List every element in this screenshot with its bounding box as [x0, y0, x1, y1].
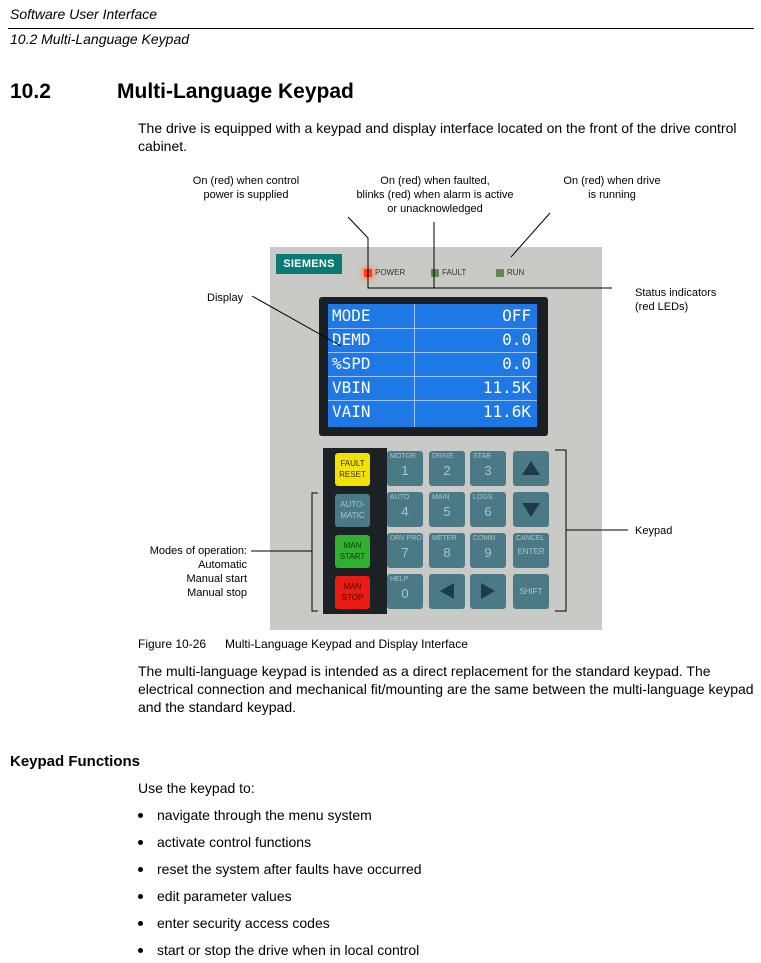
figure-caption: [138, 637, 468, 651]
bullet-icon: [138, 840, 143, 845]
enter-key-label: ENTER: [517, 547, 545, 556]
key-3-digit: 3: [484, 463, 492, 478]
key-2-function: DRIVE: [432, 453, 454, 460]
figure-number: Figure 10-26: [138, 637, 207, 651]
manual-stop-key-label: MAN: [343, 582, 362, 591]
section-title: Multi-Language Keypad: [117, 80, 354, 103]
run-leader: [511, 213, 550, 257]
status-callout-line: Status indicators: [635, 287, 717, 299]
modes-callout-line: Manual start: [186, 573, 247, 585]
list-item: [138, 942, 419, 958]
power-callout-line: On (red) when control: [192, 175, 300, 187]
key-5-function: MAIN: [432, 494, 450, 501]
power-leader: [348, 217, 612, 288]
bullet-icon: [138, 867, 143, 872]
running-header-title: Software User Interface: [10, 6, 158, 22]
bullet-icon: [138, 813, 143, 818]
fault-reset-key-label: RESET: [339, 470, 366, 479]
display-leader: [252, 296, 341, 346]
lcd-value: 11.6K: [482, 402, 531, 421]
bullet-icon: [138, 894, 143, 899]
fault-callout-line: blinks (red) when alarm is active: [356, 189, 514, 201]
key-6-function: LOGS: [473, 494, 493, 501]
replacement-paragraph: The multi-language keypad is intended as a direct replacement for the standard keypad. The electrical connection and mechanical fit/mounting are the same between the multi-language keypad and the standard keypad.: [138, 663, 754, 715]
keypad-functions-heading: Keypad Functions: [10, 753, 141, 770]
key-8-function: METER: [432, 535, 457, 542]
run-callout-line: On (red) when drive: [563, 175, 661, 187]
lcd-value: 11.5K: [482, 378, 531, 397]
lcd-value: 0.0: [502, 330, 531, 349]
modes-callout-line: Manual stop: [187, 587, 247, 599]
list-item-text: activate control functions: [157, 834, 312, 850]
automatic-key-label: AUTO-: [340, 500, 365, 509]
manual-stop-key-label: STOP: [341, 593, 364, 602]
key-2-digit: 2: [443, 463, 451, 478]
manual-start-key-label: START: [339, 552, 366, 561]
list-item: [138, 888, 292, 904]
fault-callout-line: or unacknowledged: [387, 203, 483, 215]
lcd-key: VAIN: [332, 402, 371, 421]
key-4-function: AUTO: [390, 494, 410, 501]
bullet-icon: [138, 948, 143, 953]
keypad-callout: Keypad: [635, 525, 673, 537]
shift-key-label: SHIFT: [519, 587, 543, 596]
intro-paragraph: The drive is equipped with a keypad and display interface located on the front of the drive control cabinet.: [138, 120, 737, 154]
keypad-bracket: [555, 450, 566, 611]
key-1-function: MOTOR: [390, 453, 416, 460]
lcd-key: %SPD: [332, 354, 371, 373]
run-led-label: RUN: [507, 268, 525, 277]
manual-start-key-label: MAN: [343, 541, 362, 550]
key-9-digit: 9: [484, 545, 492, 560]
modes-bracket: [312, 493, 318, 611]
list-item-text: reset the system after faults have occurred: [157, 861, 422, 877]
list-item-text: enter security access codes: [157, 915, 330, 931]
lcd-key: VBIN: [332, 378, 371, 397]
bullet-icon: [138, 921, 143, 926]
run-callout-line: is running: [588, 189, 636, 201]
key-5-digit: 5: [443, 504, 451, 519]
key-7-digit: 7: [401, 545, 409, 560]
lcd-value: OFF: [502, 306, 531, 325]
cancel-key-label: CANCEL: [516, 535, 545, 542]
key-0-digit: 0: [401, 586, 409, 601]
power-callout-line: power is supplied: [203, 189, 289, 201]
status-callout-line: (red LEDs): [635, 301, 689, 313]
list-item-text: edit parameter values: [157, 888, 292, 904]
list-item: [138, 915, 330, 931]
list-item: [138, 834, 311, 850]
key-1-digit: 1: [401, 463, 409, 478]
key-6-digit: 6: [484, 504, 492, 519]
lcd-key: MODE: [332, 306, 371, 325]
modes-callout-line: Modes of operation:: [149, 545, 247, 557]
lcd-value: 0.0: [502, 354, 531, 373]
fault-led-label: FAULT: [442, 268, 467, 277]
key-9-function: COMM: [473, 535, 496, 542]
modes-callout-line: Automatic: [198, 559, 247, 571]
power-led-label: POWER: [375, 268, 406, 277]
lcd-key: DEMD: [332, 330, 371, 349]
key-0-function: HELP: [390, 576, 409, 583]
key-7-function: DRV PRO: [390, 535, 422, 542]
running-header-section: 10.2 Multi-Language Keypad: [10, 31, 190, 47]
list-item: [138, 861, 422, 877]
key-8-digit: 8: [443, 545, 451, 560]
fault-callout-line: On (red) when faulted,: [380, 175, 490, 187]
display-callout: Display: [207, 292, 244, 304]
list-item-text: start or stop the drive when in local control: [157, 942, 420, 958]
key-3-function: STAB: [473, 453, 491, 460]
keypad-functions-lead: Use the keypad to:: [138, 780, 255, 796]
list-item: [138, 807, 372, 823]
siemens-logo: SIEMENS: [276, 254, 342, 274]
section-number: 10.2: [10, 80, 51, 103]
figure-title: Multi-Language Keypad and Display Interface: [225, 637, 468, 651]
list-item-text: navigate through the menu system: [157, 807, 372, 823]
automatic-key-label: MATIC: [340, 511, 365, 520]
key-4-digit: 4: [401, 504, 409, 519]
fault-reset-key-label: FAULT: [340, 459, 365, 468]
